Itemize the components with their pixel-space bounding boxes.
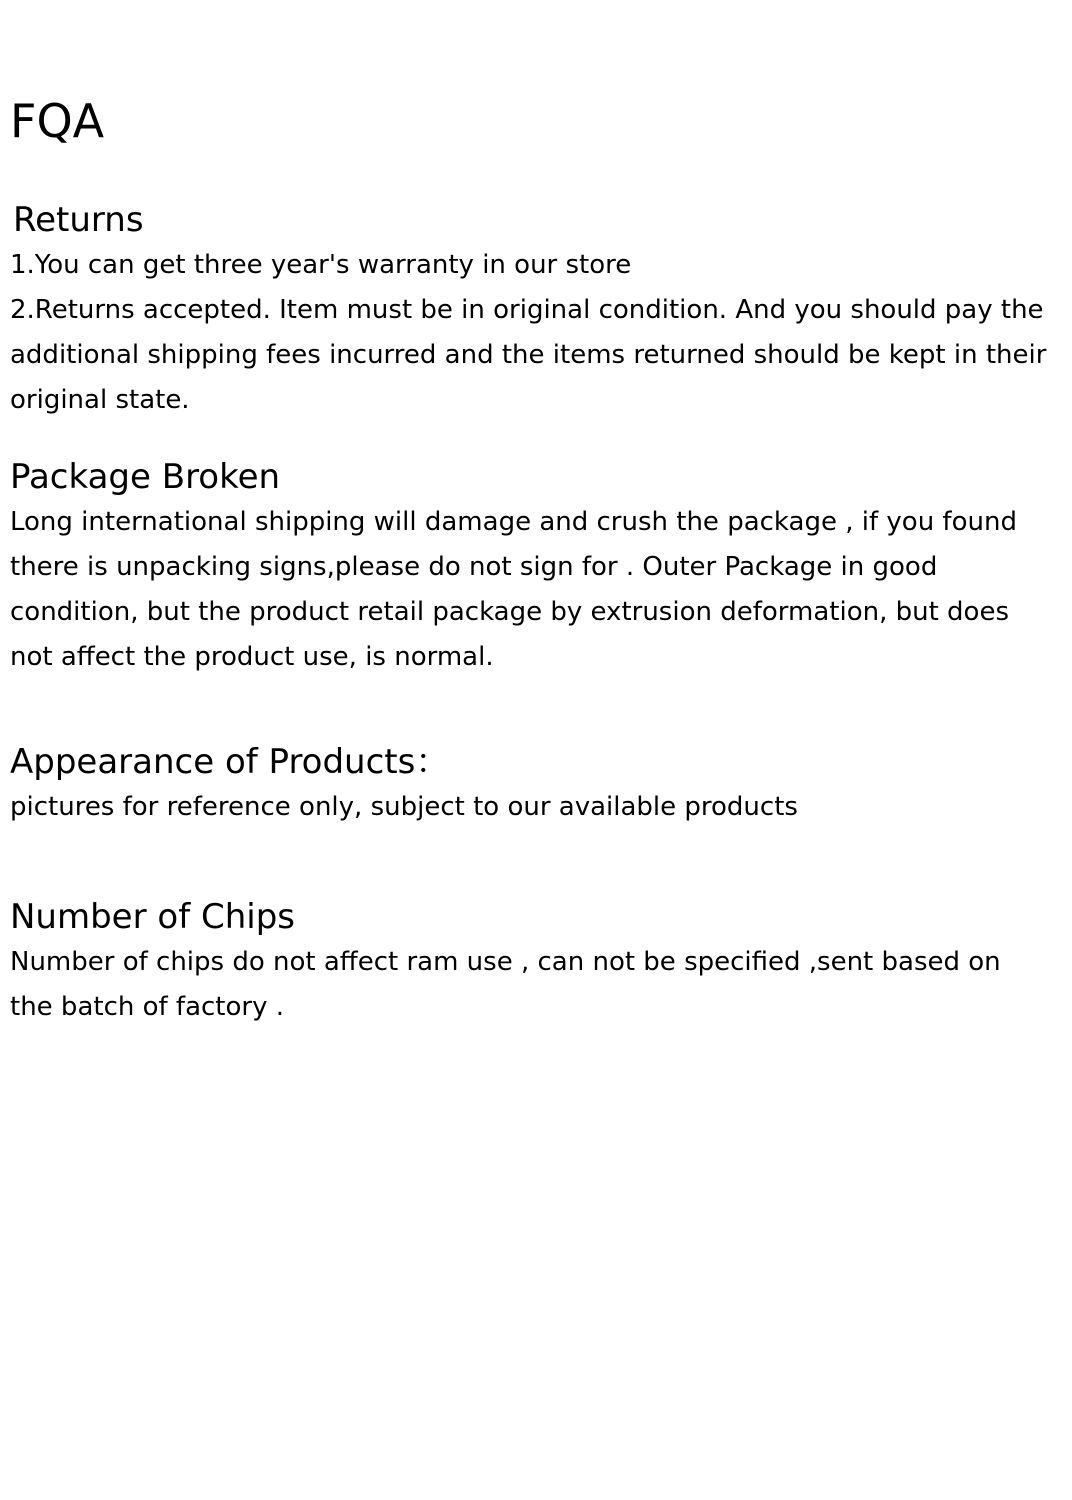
- returns-heading: Returns: [13, 200, 144, 240]
- returns-section: [10, 197, 1050, 423]
- page-title: FQA: [10, 94, 105, 148]
- appearance-section: [10, 739, 1050, 830]
- package-broken-text: Long international shipping will damage and crush the package , if you found there is unpacking signs,please do not sign for . Outer Package in good condition, but the product retail package by extrusion deformation, but does not affect the product use, is normal.: [10, 507, 1017, 672]
- package-broken-section: [10, 454, 1050, 680]
- returns-warranty-text: 1.You can get three year's warranty in our store: [10, 250, 632, 280]
- number-of-chips-heading: Number of Chips: [10, 897, 295, 937]
- appearance-heading: Appearance of Products：: [10, 742, 450, 782]
- number-of-chips-text: Number of chips do not affect ram use , can not be specified ,sent based on the batch of factory .: [10, 947, 1001, 1022]
- number-of-chips-section: [10, 894, 1050, 1030]
- package-broken-heading: Package Broken: [10, 457, 281, 497]
- returns-policy-text: 2.Returns accepted. Item must be in original condition. And you should pay the additional shipping fees incurred and the items returned should be kept in their original state.: [10, 295, 1047, 415]
- appearance-text: pictures for reference only, subject to our available products: [10, 792, 798, 822]
